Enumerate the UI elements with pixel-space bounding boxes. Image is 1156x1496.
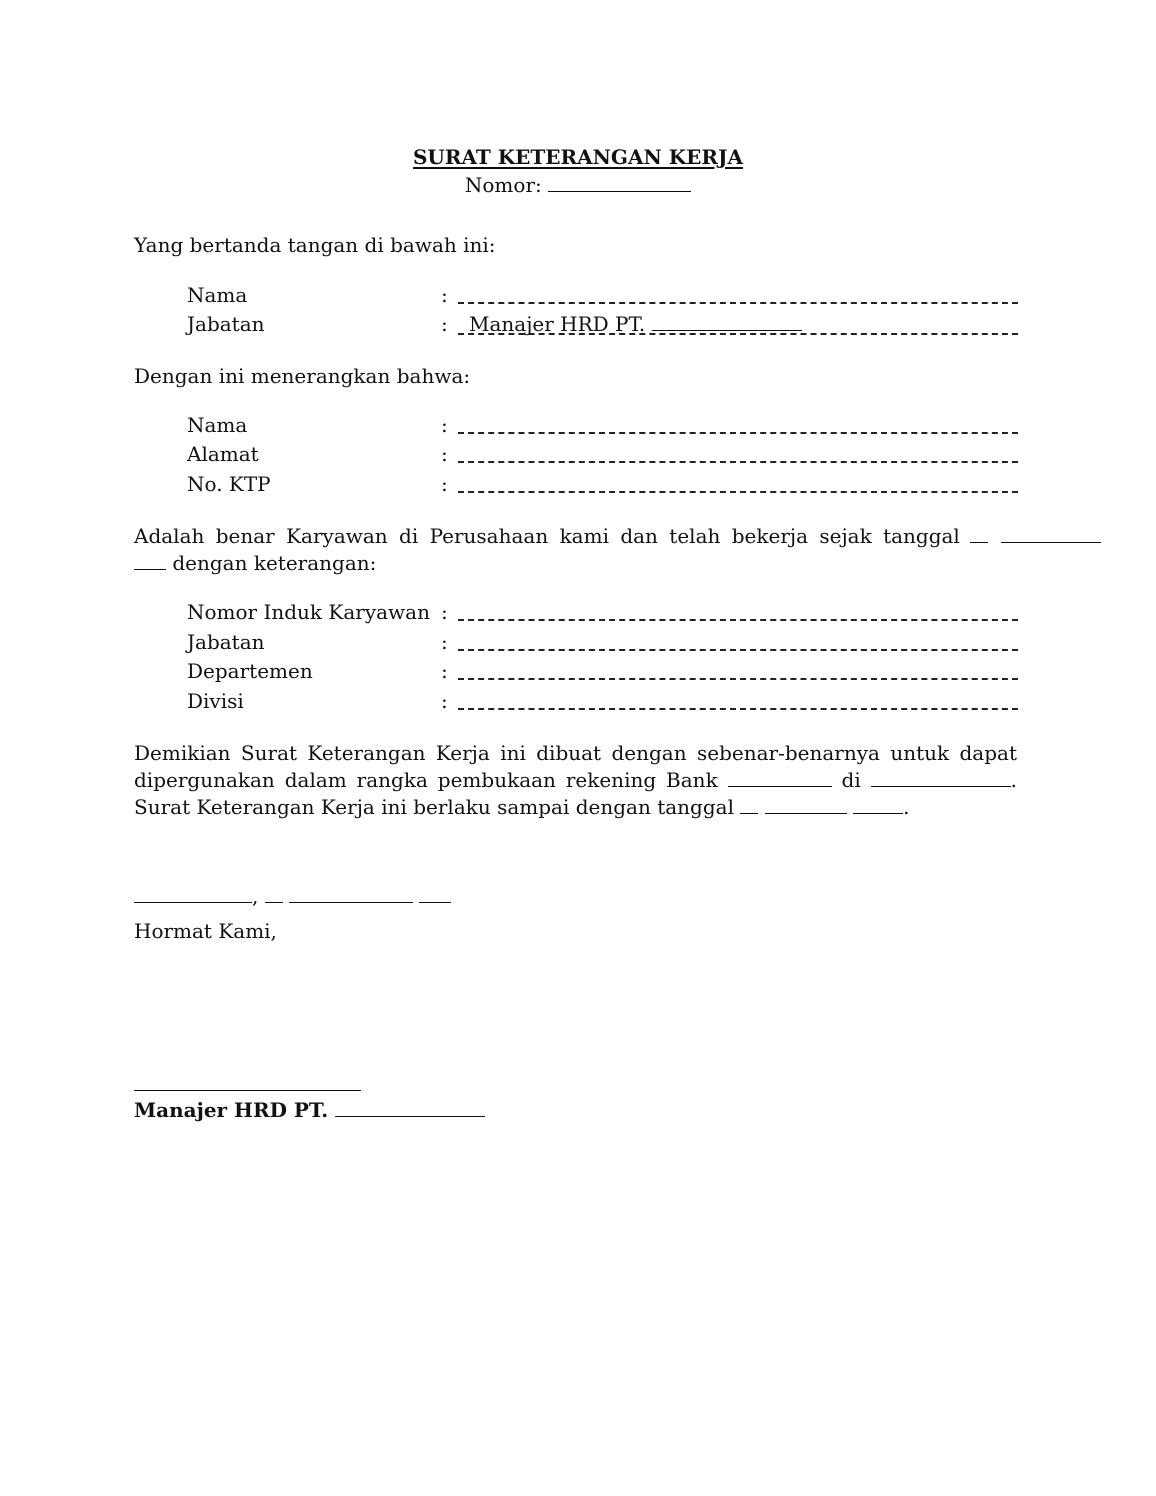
place-blank[interactable] [134, 884, 252, 903]
detail-position-field[interactable] [458, 649, 1018, 651]
department-label: Departemen [187, 659, 313, 683]
intro-employee: Dengan ini menerangkan bahwa: [134, 364, 471, 388]
signer-name-label: Nama [187, 283, 248, 307]
division-colon: : [441, 689, 448, 713]
date-comma: , [252, 884, 259, 908]
department-field[interactable] [458, 678, 1018, 680]
employee-address-label: Alamat [187, 442, 259, 466]
closing-text-1: Demikian Surat Keterangan Kerja ini dibuat dengan sebenar-benarnya untuk dapat dipergunakan dalam rangka pembukaan rekening Bank [134, 741, 1017, 792]
closing-period: . [903, 795, 910, 819]
document-number [0, 173, 1156, 197]
closing-paragraph [134, 740, 1017, 821]
start-day-blank[interactable] [970, 524, 988, 543]
employee-id-field[interactable] [458, 619, 1018, 621]
intro-signer: Yang bertanda tangan di bawah ini: [134, 233, 496, 257]
date-month-blank[interactable] [289, 884, 413, 903]
employee-id-colon: : [441, 600, 448, 624]
document-title: SURAT KETERANGAN KERJA [412, 145, 744, 169]
date-year-blank[interactable] [419, 884, 451, 903]
signer-name-field[interactable] [458, 302, 1018, 304]
detail-position-colon: : [441, 630, 448, 654]
employee-name-label: Nama [187, 413, 248, 437]
valid-month-blank[interactable] [765, 795, 847, 814]
employee-address-field[interactable] [458, 461, 1018, 463]
employee-ktp-label: No. KTP [187, 472, 271, 496]
employee-name-field[interactable] [458, 432, 1018, 434]
signer-position-label: Jabatan [187, 312, 265, 336]
employee-address-colon: : [441, 442, 448, 466]
employee-id-label: Nomor Induk Karyawan [187, 600, 430, 624]
signature-name-line [134, 1098, 485, 1122]
nomor-label: Nomor: [464, 173, 542, 197]
division-label: Divisi [187, 689, 244, 713]
statement-line-1 [134, 524, 1017, 548]
valid-year-blank[interactable] [853, 795, 903, 814]
employee-ktp-field[interactable] [458, 491, 1018, 493]
department-colon: : [441, 659, 448, 683]
signature-line[interactable] [134, 1090, 361, 1091]
statement-continuation: dengan keterangan: [172, 551, 377, 575]
signer-name-colon: : [441, 283, 448, 307]
employee-name-colon: : [441, 413, 448, 437]
signer-position-field[interactable] [458, 333, 1018, 335]
signer-position-text: Manajer HRD PT. [469, 312, 646, 336]
division-field[interactable] [458, 708, 1018, 710]
signer-position-colon: : [441, 312, 448, 336]
bank-branch-blank[interactable] [871, 768, 1011, 787]
closing-text-2: . Surat Keterangan Kerja ini berlaku sampai dengan tanggal [134, 768, 1018, 819]
employee-ktp-colon: : [441, 472, 448, 496]
detail-position-label: Jabatan [187, 630, 265, 654]
salutation: Hormat Kami, [134, 919, 277, 943]
statement-line-2 [134, 551, 376, 575]
statement-text: Adalah benar Karyawan di Perusahaan kami dan telah bekerja sejak tanggal [134, 524, 960, 548]
nomor-blank[interactable] [548, 173, 691, 192]
place-date-line [134, 884, 451, 908]
start-year-blank[interactable] [134, 551, 166, 570]
bank-name-blank[interactable] [728, 768, 832, 787]
date-day-blank[interactable] [265, 884, 283, 903]
signature-name: Manajer HRD PT. [134, 1098, 329, 1122]
start-month-blank[interactable] [1001, 524, 1101, 543]
valid-day-blank[interactable] [740, 795, 758, 814]
closing-di: di [841, 768, 861, 792]
company-name-blank[interactable] [652, 312, 802, 331]
signature-company-blank[interactable] [335, 1098, 485, 1117]
